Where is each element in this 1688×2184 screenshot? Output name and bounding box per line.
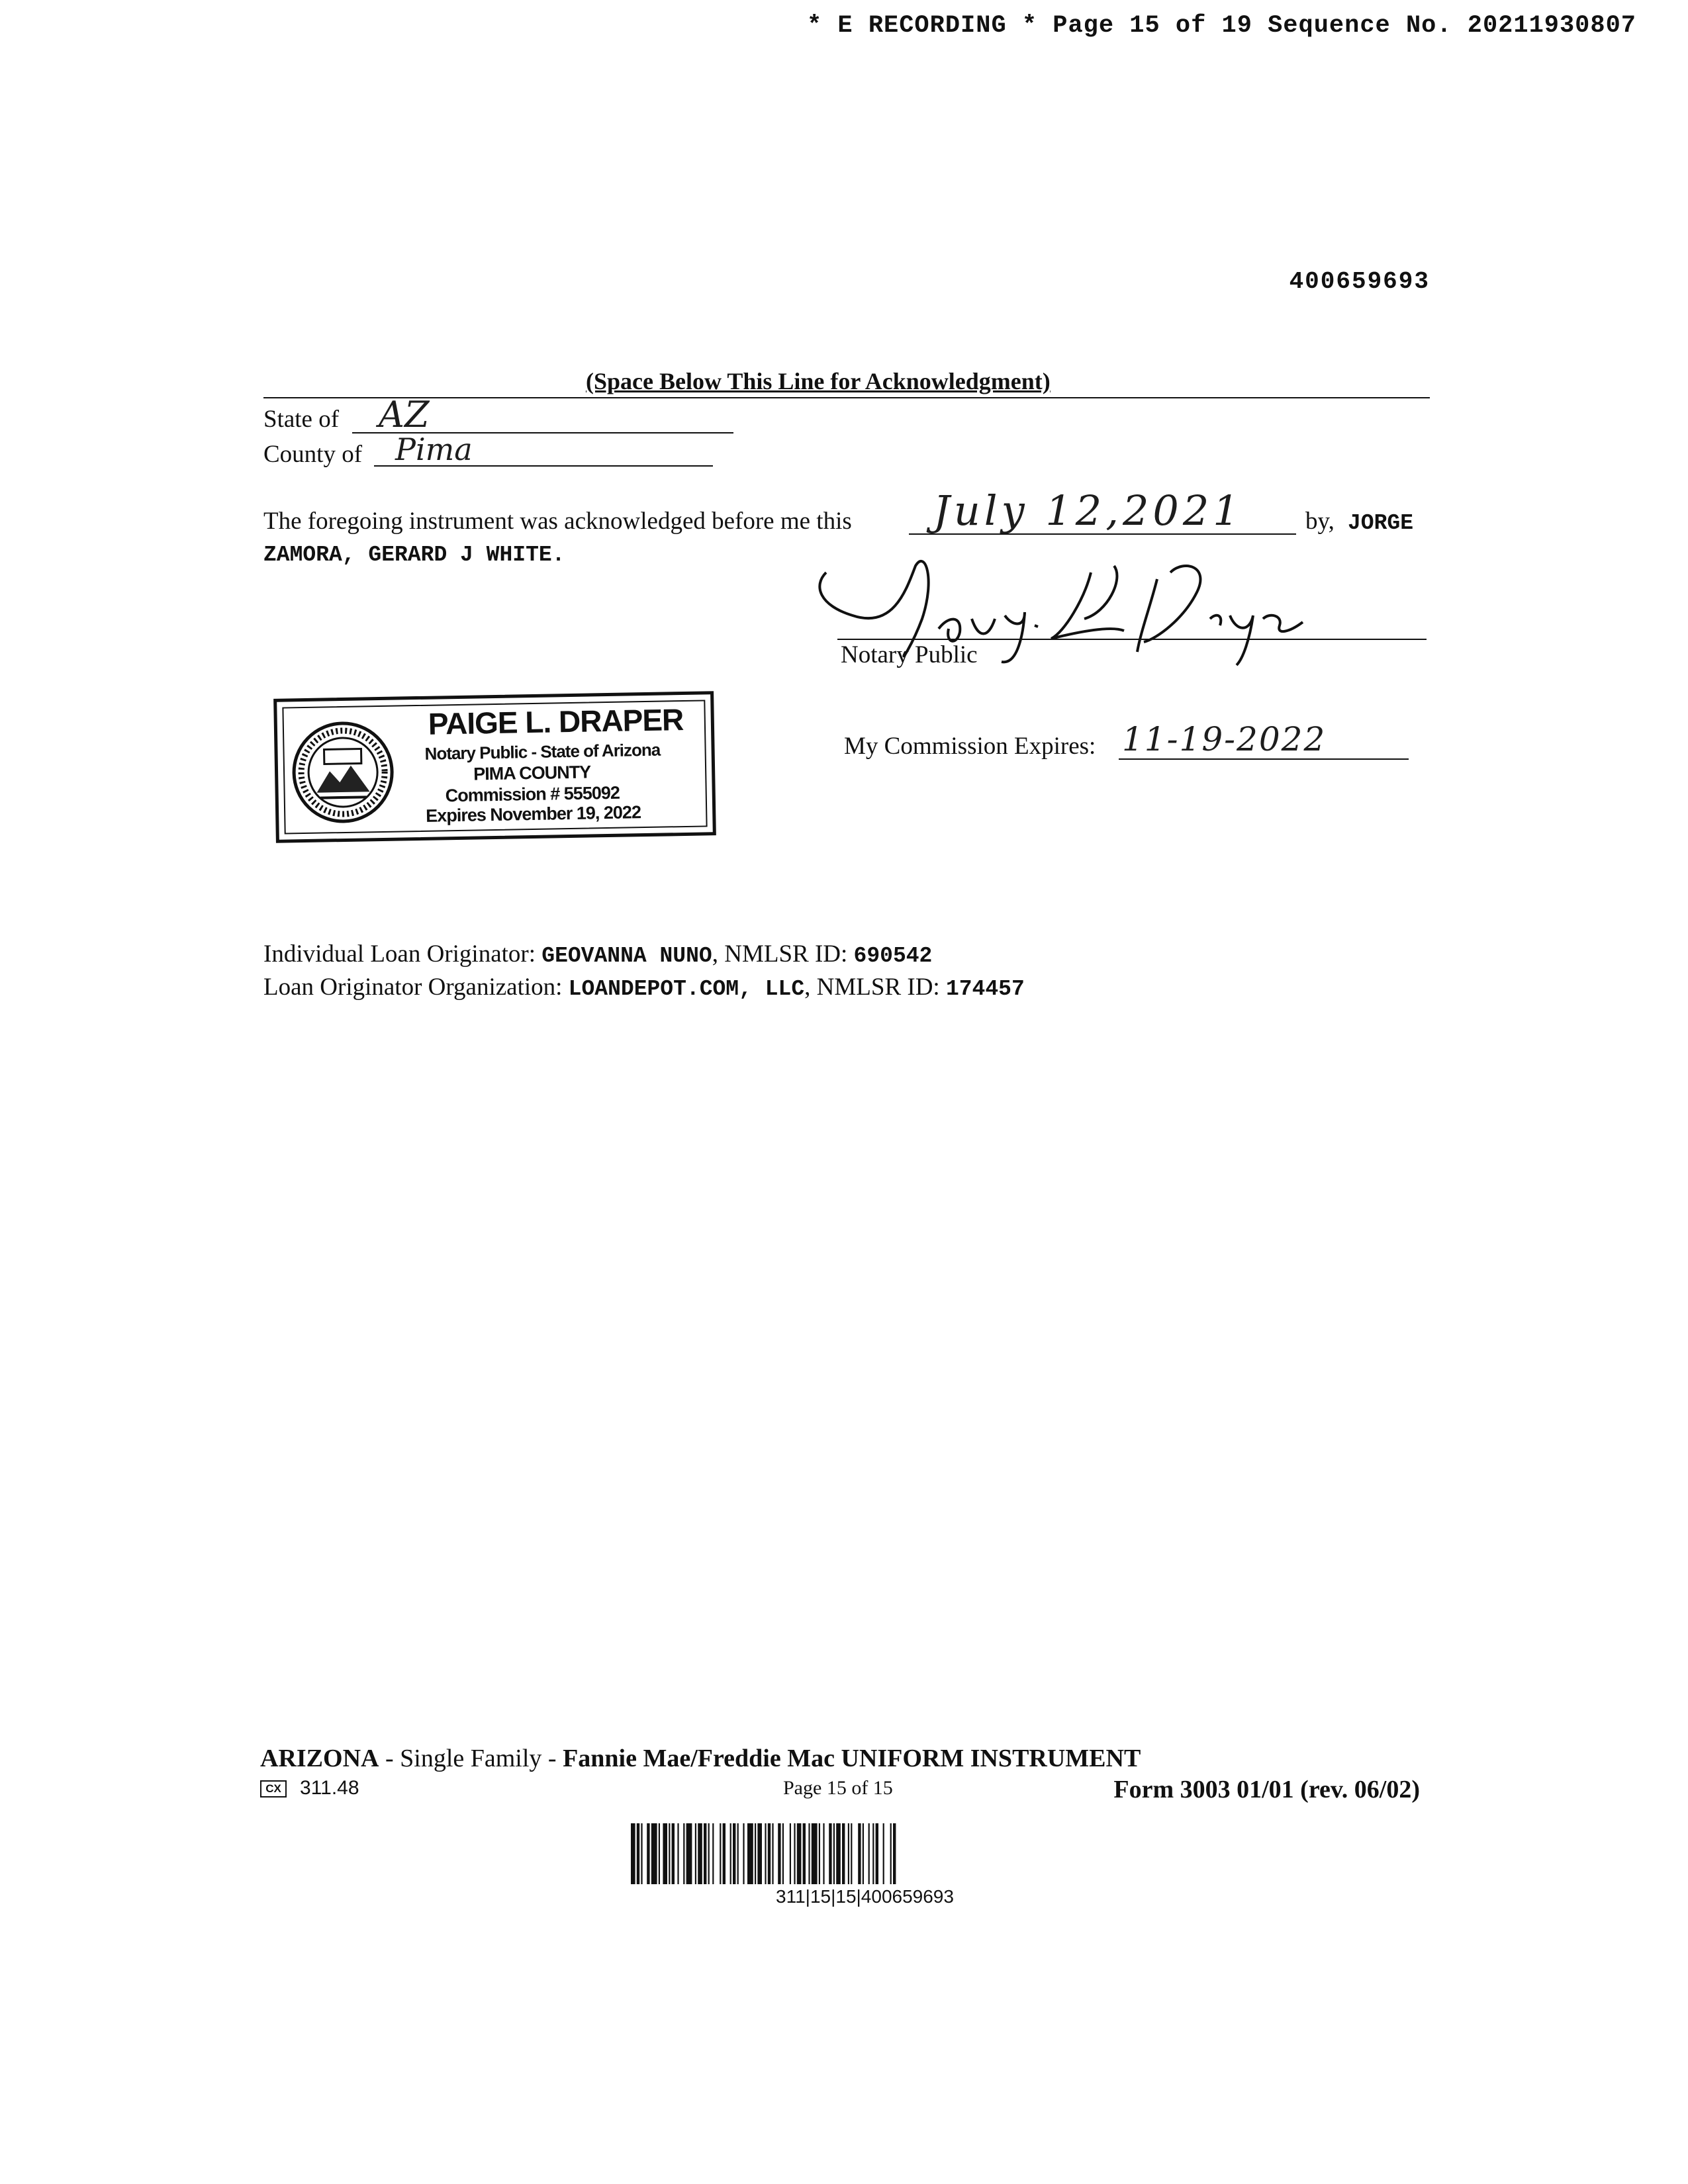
barcode-bar — [819, 1823, 820, 1884]
cx-logo-icon: CX — [260, 1780, 287, 1797]
barcode-bar — [808, 1823, 810, 1884]
barcode-bar — [659, 1823, 660, 1884]
footer-separator: - Single Family - — [379, 1745, 563, 1772]
barcode-bar — [730, 1823, 731, 1884]
barcode-bar — [708, 1823, 710, 1884]
seal-county: PIMA COUNTY — [473, 762, 591, 784]
barcode-bar — [723, 1823, 726, 1884]
barcode-bar — [876, 1823, 878, 1884]
barcode-bar — [677, 1823, 679, 1884]
acknowledgment-heading: (Space Below This Line for Acknowledgment) — [586, 368, 1051, 394]
footer-form-number: Form 3003 01/01 (rev. 06/02) — [1113, 1776, 1420, 1803]
barcode-bar — [695, 1823, 696, 1884]
barcode-bar — [757, 1823, 762, 1884]
barcode-bar — [647, 1823, 649, 1884]
barcode-bar — [672, 1823, 675, 1884]
barcode-bar — [883, 1823, 884, 1884]
seal-commission-number: Commission # 555092 — [445, 782, 620, 806]
individual-originator-name: GEOVANNA NUNO — [541, 944, 712, 968]
notary-signature-line — [837, 639, 1427, 640]
barcode-bar — [772, 1823, 773, 1884]
barcode-bar — [848, 1823, 849, 1884]
barcode-bar — [829, 1823, 831, 1884]
barcode-bar — [631, 1823, 635, 1884]
barcode-bar — [651, 1823, 657, 1884]
barcode-bar — [868, 1823, 870, 1884]
barcode-bar — [803, 1823, 806, 1884]
barcode-bar — [698, 1823, 702, 1884]
organization-label: Loan Originator Organization: — [263, 974, 563, 1001]
barcode-bar — [637, 1823, 639, 1884]
commission-expires-label: My Commission Expires: — [844, 733, 1096, 760]
barcode-bar — [790, 1823, 791, 1884]
organization-name: LOANDEPOT.COM, LLC — [568, 977, 805, 1001]
barcode-bar — [778, 1823, 780, 1884]
commission-handwritten-date: 11-19-2022 — [1122, 720, 1327, 758]
state-label: State of — [263, 406, 340, 433]
acknowledgment-sentence: The foregoing instrument was acknowledged before me this — [263, 508, 852, 535]
footer-code — [260, 1777, 359, 1799]
barcode-bar — [755, 1823, 756, 1884]
individual-nmlsr-id: 690542 — [853, 944, 933, 968]
barcode-bar — [720, 1823, 721, 1884]
barcode-bar — [794, 1823, 795, 1884]
organization-nmlsr-label: , NMLSR ID: — [804, 974, 940, 1001]
signer-names-part2: ZAMORA, GERARD J WHITE. — [263, 543, 565, 567]
barcode-bar — [851, 1823, 852, 1884]
barcode-bar — [782, 1823, 784, 1884]
notary-seal-stamp — [273, 691, 716, 843]
barcode-bar — [812, 1823, 818, 1884]
loan-number: 400659693 — [1289, 268, 1430, 295]
barcode-bar — [737, 1823, 739, 1884]
date-handwritten-value: July 12,2021 — [933, 486, 1243, 535]
footer-instrument: Fannie Mae/Freddie Mac UNIFORM INSTRUMENT — [563, 1745, 1141, 1772]
by-label: by, — [1305, 508, 1335, 535]
barcode-bar — [747, 1823, 753, 1884]
county-label: County of — [263, 441, 363, 468]
barcode-bar — [641, 1823, 642, 1884]
loan-originator-organization — [263, 973, 1025, 1001]
footer-page-number: Page 15 of 15 — [783, 1777, 893, 1799]
recording-stamp: * E RECORDING * Page 15 of 19 Sequence No. 20211930807 — [807, 12, 1636, 40]
barcode-bar — [743, 1823, 744, 1884]
barcode-bar — [704, 1823, 706, 1884]
commission-fill-line — [1119, 758, 1409, 760]
seal-notary-state: Notary Public - State of Arizona — [424, 739, 661, 764]
footer-code-value: 311.48 — [300, 1777, 359, 1799]
individual-originator-label: Individual Loan Originator: — [263, 940, 536, 968]
barcode-bar — [686, 1823, 692, 1884]
barcode-bar — [797, 1823, 802, 1884]
notary-public-label: Notary Public — [841, 641, 978, 668]
individual-loan-originator — [263, 940, 932, 968]
barcode-bar — [863, 1823, 864, 1884]
barcode-bar — [669, 1823, 670, 1884]
barcode-bar — [712, 1823, 714, 1884]
organization-nmlsr-id: 174457 — [945, 977, 1025, 1001]
barcode-icon — [631, 1823, 1099, 1884]
barcode-bar — [833, 1823, 835, 1884]
county-handwritten-value: Pima — [395, 432, 473, 467]
barcode-bar — [663, 1823, 667, 1884]
barcode-bar — [872, 1823, 874, 1884]
barcode-bar — [893, 1823, 896, 1884]
seal-expiration: Expires November 19, 2022 — [426, 802, 641, 826]
barcode-bar — [836, 1823, 841, 1884]
barcode-bar — [842, 1823, 845, 1884]
acknowledgment-rule — [263, 397, 1430, 398]
footer-state: ARIZONA — [260, 1745, 379, 1772]
signer-names-part1: JORGE — [1348, 511, 1414, 535]
barcode-bar — [765, 1823, 766, 1884]
barcode-bar — [858, 1823, 861, 1884]
barcode-bar — [683, 1823, 684, 1884]
barcode-bar — [733, 1823, 735, 1884]
state-handwritten-value: AZ — [379, 394, 430, 435]
barcode-bar — [823, 1823, 824, 1884]
seal-notary-name: PAIGE L. DRAPER — [428, 702, 684, 741]
barcode-bar — [890, 1823, 892, 1884]
footer-form-title — [260, 1744, 1141, 1773]
barcode-caption: 311|15|15|400659693 — [776, 1886, 954, 1907]
individual-nmlsr-label: , NMLSR ID: — [712, 940, 848, 968]
barcode-bar — [768, 1823, 771, 1884]
state-seal-emblem-icon — [289, 719, 397, 827]
